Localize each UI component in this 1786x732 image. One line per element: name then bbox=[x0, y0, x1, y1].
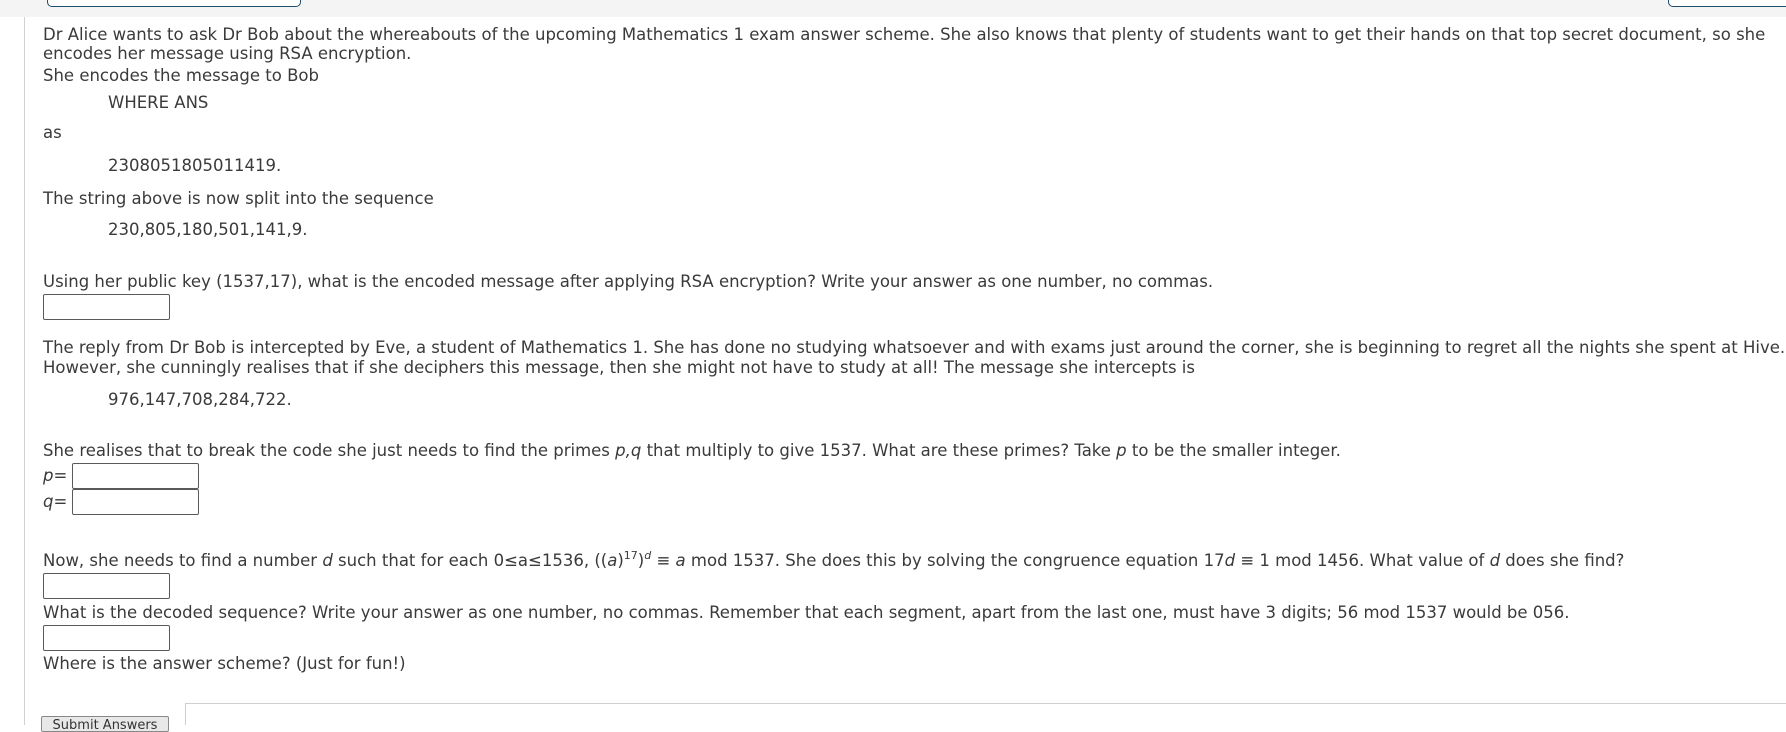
q5-question: Where is the answer scheme? (Just for fun!) bbox=[43, 654, 406, 673]
q3-answer-input[interactable] bbox=[43, 573, 170, 599]
q-label: q= bbox=[43, 492, 68, 511]
intro-line1: Dr Alice wants to ask Dr Bob about the whereabouts of the upcoming Mathematics 1 exam answer scheme. She also knows that plenty of students want to get their hands on that top secret document, so she bbox=[43, 25, 1766, 44]
q-input[interactable] bbox=[72, 489, 199, 515]
q4-question: What is the decoded sequence? Write your answer as one number, no commas. Remember that each segment, apart from the last one, must have 3 digits; 56 mod 1537 would be 056. bbox=[43, 603, 1570, 622]
as-label: as bbox=[43, 123, 62, 142]
p-input[interactable] bbox=[72, 463, 199, 489]
q1-answer-input[interactable] bbox=[43, 294, 170, 320]
intro-line3: She encodes the message to Bob bbox=[43, 66, 319, 85]
submit-answers-button[interactable]: Submit Answers bbox=[41, 716, 169, 732]
left-rule bbox=[24, 17, 25, 725]
footer-rule-vertical bbox=[185, 703, 186, 725]
q4-answer-input[interactable] bbox=[43, 625, 170, 651]
split-text: The string above is now split into the sequence bbox=[43, 189, 434, 208]
q2-question: She realises that to break the code she just needs to find the primes p,q that multiply to give 1537. What are these primes? Take p to be the smaller integer. bbox=[43, 441, 1341, 460]
encoded-string: 2308051805011419. bbox=[108, 156, 282, 175]
q3-question: Now, she needs to find a number d such that for each 0≤a≤1536, $((a)^{17})^d \equiv a$ mod 1537. She does this by solving the congruence equation 17d ≡ 1 mod 1456. What value of d does she find? bbox=[43, 549, 1625, 570]
p-label: p= bbox=[43, 466, 68, 485]
reply-line1: The reply from Dr Bob is intercepted by Eve, a student of Mathematics 1. She has done no studying whatsoever and with exams just around the corner, she is beginning to regret all the nights she spent at Hive. bbox=[43, 338, 1786, 357]
q1-question: Using her public key (1537,17), what is the encoded message after applying RSA encryption? Write your answer as one number, no commas. bbox=[43, 272, 1214, 291]
plain-message: WHERE ANS bbox=[108, 93, 209, 112]
reply-line2: However, she cunningly realises that if she deciphers this message, then she might not have to study at all! The message she intercepts is bbox=[43, 358, 1195, 377]
intro-line2: encodes her message using RSA encryption. bbox=[43, 44, 412, 63]
intercepted-sequence: 976,147,708,284,722. bbox=[108, 390, 292, 409]
split-sequence: 230,805,180,501,141,9. bbox=[108, 220, 308, 239]
tab-left[interactable] bbox=[47, 0, 301, 7]
footer-rule bbox=[185, 703, 1786, 704]
tab-right[interactable] bbox=[1668, 0, 1786, 7]
